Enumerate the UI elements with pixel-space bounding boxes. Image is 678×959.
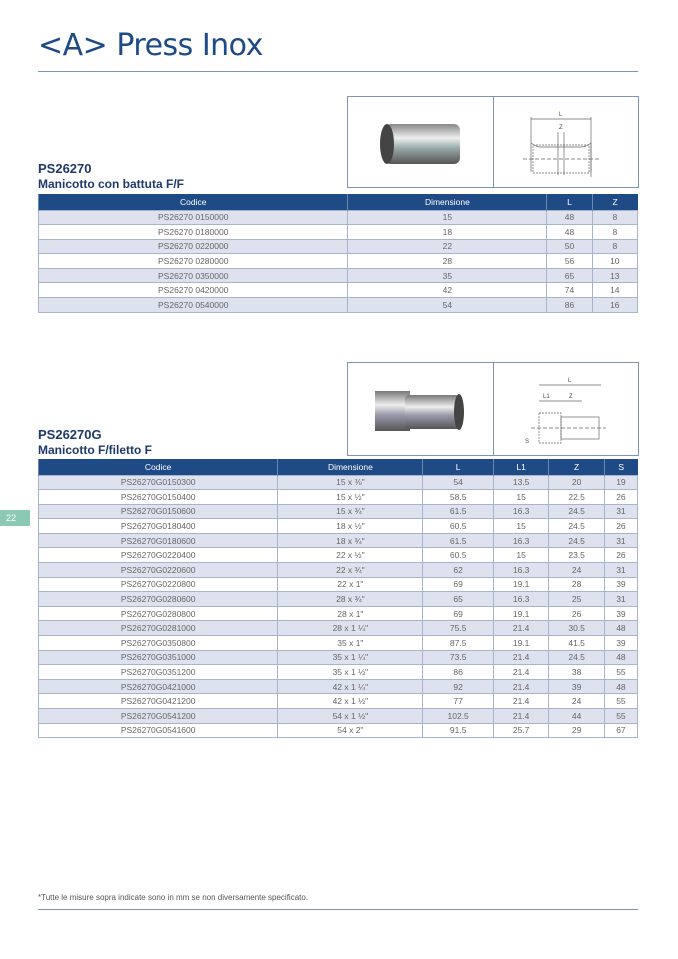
table-cell: PS26270G0220800 [39,577,278,592]
table-cell: 15 [493,548,548,563]
table-row [39,225,638,240]
table-row [39,563,638,578]
column-header: Z [592,194,637,210]
footer-divider [38,909,638,910]
table-row [39,268,638,283]
table-row [39,298,638,313]
table-cell: 39 [604,577,637,592]
table-cell: 31 [604,592,637,607]
table-cell: 8 [592,239,637,254]
table-cell: PS26270G0351200 [39,665,278,680]
table-cell: 65 [423,592,493,607]
table-cell: 31 [604,504,637,519]
table-cell: 8 [592,225,637,240]
table-cell: PS26270G0150400 [39,490,278,505]
product-photo [348,97,494,187]
table-header-row [39,194,638,210]
table-cell: 22 x ½" [278,548,423,563]
column-header: L [423,459,493,475]
table-cell: 16.3 [493,592,548,607]
technical-drawing [494,363,639,455]
table-cell: 55 [604,709,637,724]
table-cell: 61.5 [423,504,493,519]
table-cell: 38 [549,665,604,680]
table-cell: PS26270G0350800 [39,636,278,651]
table-cell: 60.5 [423,519,493,534]
table-cell: PS26270G0280600 [39,592,278,607]
table-cell: 54 [348,298,547,313]
table-row [39,283,638,298]
table-cell: PS26270G0541600 [39,723,278,738]
table-cell: 19.1 [493,636,548,651]
table-cell: 35 x 1" [278,636,423,651]
table-cell: 54 x 2" [278,723,423,738]
column-header: L1 [493,459,548,475]
table-cell: PS26270 0180000 [39,225,348,240]
table-cell: 55 [604,694,637,709]
column-header: Codice [39,194,348,210]
table-cell: PS26270G0351000 [39,650,278,665]
table-cell: 74 [547,283,592,298]
table-cell: 16 [592,298,637,313]
table-cell: 48 [604,679,637,694]
table-cell: 19 [604,475,637,490]
table-row [39,577,638,592]
diagram-label-l: L [567,378,572,384]
column-header: Dimensione [348,194,547,210]
table-cell: 67 [604,723,637,738]
table-cell: 28 [348,254,547,269]
table-cell: 56 [547,254,592,269]
table-cell: 54 [423,475,493,490]
table-cell: 25.7 [493,723,548,738]
table-cell: 15 x ½" [278,490,423,505]
table-cell: 24.5 [549,650,604,665]
product-code: PS26270G [38,427,102,442]
table-cell: 25 [549,592,604,607]
product-code: PS26270 [38,161,92,176]
table-cell: 21.4 [493,650,548,665]
table-cell: 41.5 [549,636,604,651]
table-cell: PS26270G0150600 [39,504,278,519]
table-cell: 35 [348,268,547,283]
table-cell: 42 x 1 ¼" [278,679,423,694]
table-cell: 15 x ⅜" [278,475,423,490]
table-cell: 39 [604,636,637,651]
table-cell: PS26270G0421000 [39,679,278,694]
table-cell: 28 [549,577,604,592]
table-cell: 8 [592,210,637,225]
table-cell: 48 [547,225,592,240]
table-cell: 28 x ¾" [278,592,423,607]
table-cell: 21.4 [493,694,548,709]
table-cell: 77 [423,694,493,709]
table-cell: 24.5 [549,533,604,548]
table-cell: 54 x 1 ½" [278,709,423,724]
table-row [39,709,638,724]
table-cell: 58.5 [423,490,493,505]
table-cell: 26 [604,548,637,563]
table-cell: PS26270 0420000 [39,283,348,298]
table-cell: PS26270G0180600 [39,533,278,548]
product-photo [348,363,494,455]
table-cell: 87.5 [423,636,493,651]
table-cell: 69 [423,606,493,621]
table-cell: 24.5 [549,504,604,519]
table-cell: 15 [348,210,547,225]
column-header: Dimensione [278,459,423,475]
table-cell: 24 [549,694,604,709]
table-cell: 22 x 1" [278,577,423,592]
table-cell: 62 [423,563,493,578]
product-name: Manicotto con battuta F/F [38,177,184,191]
table-cell: 31 [604,563,637,578]
table-cell: 23.5 [549,548,604,563]
table-cell: 48 [604,650,637,665]
table-row [39,694,638,709]
table-cell: 73.5 [423,650,493,665]
table-row [39,254,638,269]
table-row [39,519,638,534]
table-cell: 24.5 [549,519,604,534]
table-cell: 28 x 1" [278,606,423,621]
table-cell: 22 [348,239,547,254]
page-number: 22 [0,510,30,526]
table-cell: PS26270 0150000 [39,210,348,225]
title-divider [38,71,638,72]
table-cell: 75.5 [423,621,493,636]
table-row [39,621,638,636]
product-table-ps26270 [38,194,638,313]
table-row [39,665,638,680]
table-row [39,490,638,505]
diagram-label-l: L [558,112,563,118]
table-cell: 16.3 [493,533,548,548]
table-cell: 15 [493,519,548,534]
table-cell: 50 [547,239,592,254]
table-cell: 21.4 [493,709,548,724]
table-cell: 18 x ½" [278,519,423,534]
column-header: S [604,459,637,475]
table-row [39,504,638,519]
table-cell: 61.5 [423,533,493,548]
table-row [39,548,638,563]
table-cell: 13 [592,268,637,283]
table-cell: PS26270G0220600 [39,563,278,578]
table-row [39,723,638,738]
table-cell: 26 [604,519,637,534]
table-cell: 102.5 [423,709,493,724]
table-cell: PS26270 0220000 [39,239,348,254]
table-cell: 18 [348,225,547,240]
table-cell: 19.1 [493,577,548,592]
table-row [39,679,638,694]
table-cell: PS26270G0281000 [39,621,278,636]
table-cell: 31 [604,533,637,548]
product-images-2 [347,362,639,456]
table-cell: 86 [547,298,592,313]
table-cell: 35 x 1 ½" [278,665,423,680]
table-row [39,533,638,548]
table-cell: 18 x ¾" [278,533,423,548]
table-row [39,239,638,254]
technical-drawing [494,97,639,187]
table-row [39,636,638,651]
table-cell: 10 [592,254,637,269]
table-row [39,210,638,225]
diagram-label-z: Z [568,394,573,400]
column-header: Codice [39,459,278,475]
column-header: L [547,194,592,210]
table-cell: 42 [348,283,547,298]
table-cell: PS26270G0150300 [39,475,278,490]
page-title: <A> Press Inox [38,28,263,63]
product-images-1 [347,96,639,188]
table-cell: 44 [549,709,604,724]
table-cell: 29 [549,723,604,738]
table-cell: 91.5 [423,723,493,738]
table-cell: 48 [604,621,637,636]
table-cell: 42 x 1 ½" [278,694,423,709]
table-cell: 26 [604,490,637,505]
table-cell: PS26270G0421200 [39,694,278,709]
diagram-label-s: S [524,439,529,445]
table-cell: PS26270G0180400 [39,519,278,534]
table-cell: 48 [547,210,592,225]
product-table-ps26270g [38,459,638,738]
table-cell: 30.5 [549,621,604,636]
table-cell: 22 x ¾" [278,563,423,578]
table-cell: PS26270 0350000 [39,268,348,283]
table-cell: 69 [423,577,493,592]
table-row [39,650,638,665]
table-cell: 39 [604,606,637,621]
table-cell: 15 x ¾" [278,504,423,519]
table-cell: 55 [604,665,637,680]
table-cell: PS26270G0220400 [39,548,278,563]
table-cell: 21.4 [493,679,548,694]
table-cell: 92 [423,679,493,694]
table-cell: 24 [549,563,604,578]
table-cell: 16.3 [493,504,548,519]
table-cell: 39 [549,679,604,694]
footnote: *Tutte le misure sopra indicate sono in mm se non diversamente specificato. [38,893,309,902]
table-cell: 14 [592,283,637,298]
table-header-row [39,459,638,475]
table-cell: 15 [493,490,548,505]
table-cell: 21.4 [493,621,548,636]
table-cell: 21.4 [493,665,548,680]
table-cell: 19.1 [493,606,548,621]
diagram-label-l1: L1 [542,394,550,400]
table-cell: 20 [549,475,604,490]
column-header: Z [549,459,604,475]
table-cell: PS26270 0280000 [39,254,348,269]
table-cell: 28 x 1 ¼" [278,621,423,636]
table-cell: 22.5 [549,490,604,505]
table-row [39,606,638,621]
table-row [39,475,638,490]
table-row [39,592,638,607]
table-cell: 86 [423,665,493,680]
product-name: Manicotto F/filetto F [38,443,152,457]
table-cell: 35 x 1 ¼" [278,650,423,665]
diagram-label-z: Z [558,125,563,131]
table-cell: 65 [547,268,592,283]
table-cell: 13.5 [493,475,548,490]
table-cell: PS26270G0541200 [39,709,278,724]
table-cell: 60.5 [423,548,493,563]
table-cell: PS26270 0540000 [39,298,348,313]
table-cell: PS26270G0280800 [39,606,278,621]
table-cell: 26 [549,606,604,621]
table-cell: 16.3 [493,563,548,578]
